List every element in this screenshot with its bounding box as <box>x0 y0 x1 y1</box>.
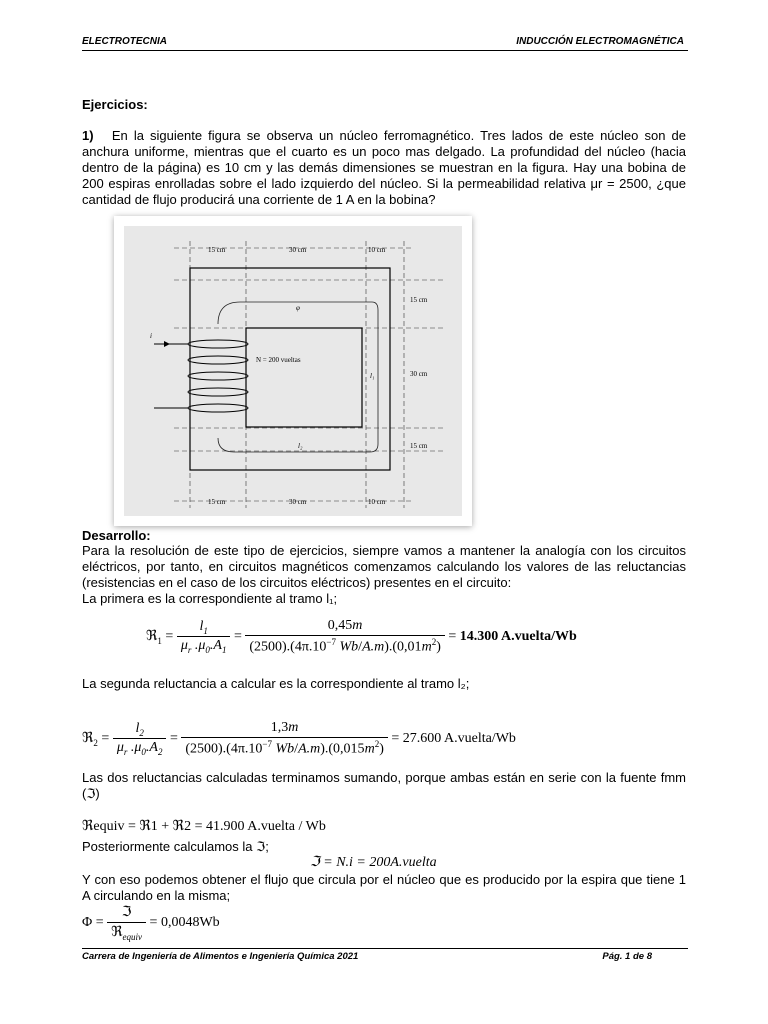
equation-4: ℑ = N.i = 200A.vuelta <box>310 855 437 870</box>
eq1-result: 14.300 A.vuelta/Wb <box>459 629 577 645</box>
dim-right-2: 30 cm <box>410 370 428 378</box>
dim-bottom-2: 30 cm <box>289 498 307 506</box>
core-figure <box>114 216 472 526</box>
equation-5: Φ = $\frac{\text{ℑ}}{ℜ_{equiv}}$ = 0,0048Wb <box>82 905 220 942</box>
dim-top-2: 30 cm <box>289 246 307 254</box>
dim-right-1: 15 cm <box>410 296 428 304</box>
page-footer <box>82 948 688 962</box>
path2-label: l₂ <box>298 442 303 450</box>
header-right: INDUCCIÓN ELECTROMAGNÉTICA <box>516 36 684 47</box>
equation-3: ℜequiv = ℜ1 + ℜ2 = 41.900 A.vuelta / Wb <box>82 819 326 834</box>
core-diagram <box>114 216 472 526</box>
coil-label: N = 200 vueltas <box>256 356 301 364</box>
flux-label: φ <box>296 304 300 312</box>
dev-paragraph-5: Posteriormente calculamos la ℑ; <box>82 839 269 854</box>
page-header <box>82 36 688 51</box>
exercise-text: En la siguiente figura se observa un núcleo ferromagnético. Tres lados de este núcleo son de anchura uniforme, mientras que el cuarto es un poco mas delgado. La profundidad del núcleo (hacia dentro de la página) es 10 cm y las demás dimensiones se muestran en la figura. Hay una bobina de 200 espiras enrolladas sobre el lado izquierdo del núcleo. Si la permeabilidad relativa μr = 2500, ¿que cantidad de flujo producirá una corriente de 1 A en la bobina? <box>82 128 686 207</box>
dim-top-1: 15 cm <box>208 246 226 254</box>
dim-right-3: 15 cm <box>410 442 428 450</box>
dev-paragraph-3: La segunda reluctancia a calcular es la correspondiente al tramo l₂; <box>82 676 470 691</box>
dim-bottom-1: 15 cm <box>208 498 226 506</box>
eq5-result: = 0,0048Wb <box>149 915 220 931</box>
footer-page-number: Pág. 1 de 8 <box>602 951 652 962</box>
path1-label: l₁ <box>370 372 375 380</box>
equation-1: ℜ$_1$ = $\frac{l_1}{\mu_r .\mu_0.A_1}$ = $\frac{0,45m}{(2500).(4\pi.10^{-7} Wb/A.m).(0,01m^2)}$ = 14.300 A.vuelta/Wb <box>146 618 577 656</box>
dev-paragraph-4: Las dos reluctancias calculadas terminamos sumando, porque ambas están en serie con la fuente fmm (ℑ) <box>82 770 686 801</box>
exercise-statement <box>82 128 686 208</box>
current-label: i <box>150 332 152 340</box>
footer-left: Carrera de Ingeniería de Alimentos e Ingeniería Química 2021 <box>82 951 359 962</box>
dim-bottom-3: 10 cm <box>368 498 386 506</box>
dev-paragraph-2: La primera es la correspondiente al tramo l₁; <box>82 591 338 606</box>
dim-top-3: 10 cm <box>368 246 386 254</box>
header-left: ELECTROTECNIA <box>82 36 167 47</box>
development-title: Desarrollo: <box>82 528 151 543</box>
section-title: Ejercicios: <box>82 97 148 112</box>
exercise-number: 1) <box>82 128 94 143</box>
dev-paragraph-6: Y con eso podemos obtener el flujo que circula por el núcleo que es producido por la espira que tiene 1 A circulando en la misma; <box>82 872 686 903</box>
equation-2: ℜ$_2$ = $\frac{l_2}{\mu_r .\mu_0.A_2}$ = $\frac{1,3m}{(2500).(4\pi.10^{-7} Wb/A.m).(0,015m^2)}$ = 27.600 A.vuelta/Wb <box>82 720 516 758</box>
eq2-result: 27.600 A.vuelta/Wb <box>402 731 516 747</box>
dev-paragraph-1: Para la resolución de este tipo de ejercicios, siempre vamos a mantener la analogía con los circuitos eléctricos, por tanto, en circuitos magnéticos comenzamos calculando los valores de las reluctancias (resistencias en el caso de los circuitos eléctricos) presentes en el circuito: <box>82 543 686 590</box>
